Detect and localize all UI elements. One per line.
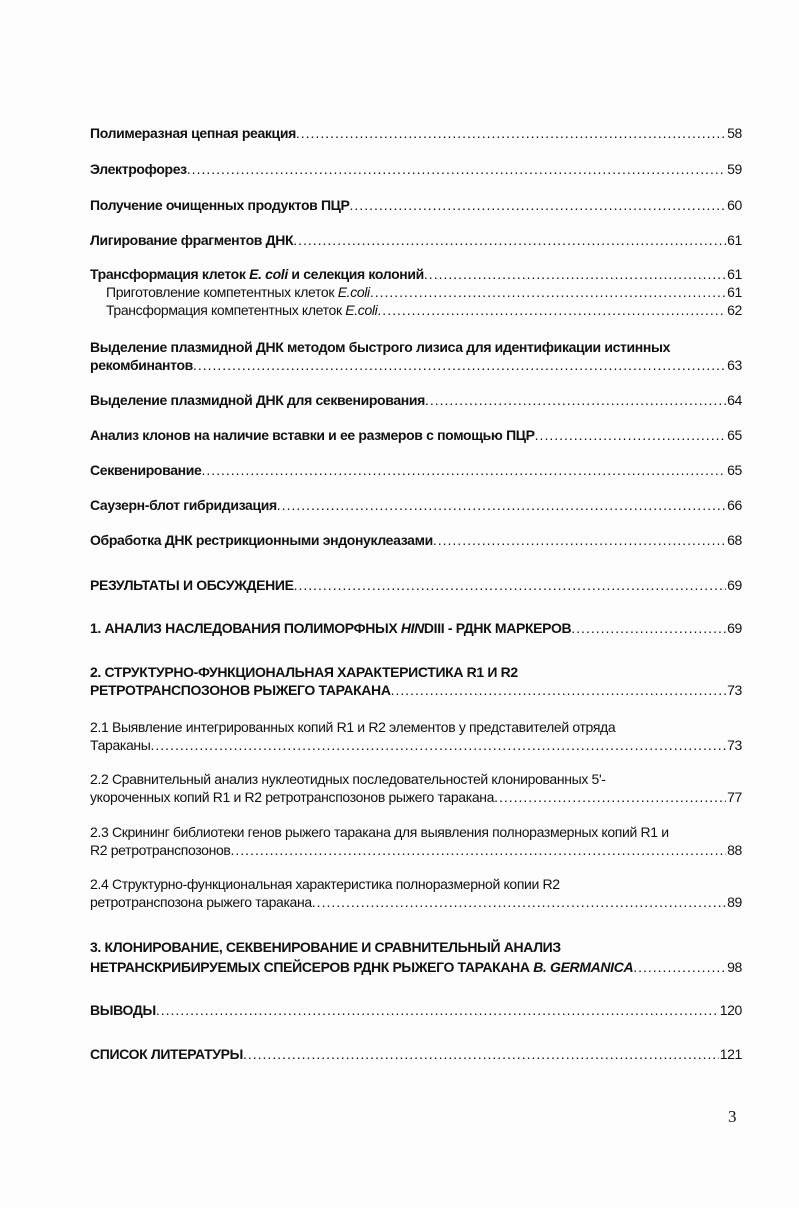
toc-title: СПИСОК ЛИТЕРАТУРЫ — [90, 1046, 243, 1062]
toc-page: 69 — [727, 620, 742, 636]
toc-entry[interactable] — [90, 1001, 742, 1019]
toc-page: 120 — [719, 1002, 742, 1018]
toc-title: укороченных копий R1 и R2 ретротранспозонов рыжего таракана — [90, 789, 495, 805]
title-text: Трансформация клеток — [90, 266, 250, 282]
dot-leader — [231, 841, 727, 859]
toc-title: РЕЗУЛЬТАТЫ И ОБСУЖДЕНИЕ — [90, 577, 294, 593]
title-text: DIII - РДНК МАРКЕРОВ — [423, 620, 572, 636]
toc-title: Тараканы — [90, 737, 151, 753]
dot-leader — [424, 265, 726, 283]
toc-title-line: 2.2 Сравнительный анализ нуклеотидных последовательностей клонированных 5'- — [90, 771, 606, 787]
toc-page: 61 — [727, 232, 742, 248]
toc-page: 60 — [727, 197, 742, 213]
dot-leader — [312, 893, 726, 911]
toc-entry[interactable] — [90, 823, 742, 859]
title-italic: E. coli — [249, 266, 288, 282]
toc-page: 63 — [727, 357, 742, 373]
toc-page: 58 — [727, 125, 742, 141]
toc-page: 98 — [727, 959, 742, 975]
toc-title: Анализ клонов на наличие вставки и ее размеров с помощью ПЦР — [90, 427, 535, 443]
toc-page: 65 — [727, 462, 742, 478]
toc-title — [90, 619, 571, 637]
dot-leader — [201, 461, 726, 479]
toc-page: 121 — [719, 1046, 742, 1062]
dot-leader — [294, 576, 727, 594]
dot-leader — [425, 391, 726, 409]
toc-title-line: 2.3 Скрининг библиотеки генов рыжего таракана для выявления полноразмерных копий R1 и — [90, 824, 669, 840]
toc-title: РЕТРОТРАНСПОЗОНОВ РЫЖЕГО ТАРАКАНА — [90, 682, 391, 698]
toc-title: Электрофорез — [90, 161, 187, 177]
title-text: НЕТРАНСКРИБИРУЕМЫХ СПЕЙСЕРОВ РДНК РЫЖЕГО ТАРАКАНА — [90, 959, 534, 975]
toc-title: Лигирование фрагментов ДНК — [90, 232, 294, 248]
dot-leader — [494, 788, 726, 806]
toc-title — [90, 957, 633, 977]
toc-entry[interactable] — [90, 619, 742, 637]
dot-leader — [156, 1001, 719, 1019]
toc-title: Секвенирование — [90, 462, 202, 478]
toc-entry[interactable] — [90, 663, 742, 699]
toc-title-line: 2.4 Структурно-функциональная характеристика полноразмерной копии R2 — [90, 876, 560, 892]
toc-title: R2 ретротранспозонов — [90, 842, 231, 858]
toc-page: 68 — [727, 532, 742, 548]
toc-title: Получение очищенных продуктов ПЦР — [90, 197, 350, 213]
toc-page: 62 — [727, 302, 742, 318]
toc-title — [106, 283, 370, 301]
toc-entry[interactable] — [90, 576, 742, 594]
title-italic: E.coli — [337, 284, 370, 300]
toc-page: 88 — [727, 842, 742, 858]
toc-entry[interactable] — [90, 770, 742, 806]
toc-page: 65 — [727, 427, 742, 443]
toc-entry[interactable] — [90, 338, 742, 374]
toc-title-line: 3. КЛОНИРОВАНИЕ, СЕКВЕНИРОВАНИЕ И СРАВНИТЕЛЬНЫЙ АНАЛИЗ — [90, 939, 561, 955]
toc-entry[interactable] — [90, 718, 742, 754]
toc-entry[interactable] — [90, 426, 742, 444]
toc-page: 77 — [727, 789, 742, 805]
dot-leader — [377, 301, 726, 319]
dot-leader — [293, 231, 726, 249]
toc-title: рекомбинантов — [90, 357, 193, 373]
toc-title — [90, 265, 424, 283]
toc-title: Обработка ДНК рестрикционными эндонуклеазами — [90, 532, 433, 548]
dot-leader — [151, 736, 727, 754]
toc-page: 64 — [727, 392, 742, 408]
toc-page: 66 — [727, 497, 742, 513]
toc-entry[interactable] — [90, 496, 742, 514]
title-italic: HIN — [400, 620, 424, 636]
page-number: 3 — [728, 1107, 737, 1126]
toc-title: Саузерн-блот гибридизация — [90, 497, 277, 513]
toc-subentry[interactable] — [106, 283, 742, 301]
toc-title-line: 2.1 Выявление интегрированных копий R1 и R2 элементов у представителей отряда — [90, 719, 616, 735]
title-text: и селекция колоний — [287, 266, 424, 282]
dot-leader — [535, 426, 726, 444]
dot-leader — [571, 619, 726, 637]
toc-title-line: 2. СТРУКТУРНО-ФУНКЦИОНАЛЬНАЯ ХАРАКТЕРИСТИКА R1 И R2 — [90, 664, 518, 680]
toc-entry[interactable] — [90, 160, 742, 178]
toc-title: ВЫВОДЫ — [90, 1002, 156, 1018]
dot-leader — [633, 957, 726, 977]
dot-leader — [350, 196, 727, 214]
dot-leader — [193, 356, 726, 374]
dot-leader — [391, 681, 727, 699]
toc-title: ретротранспозона рыжего таракана — [90, 894, 312, 910]
title-italic: B. GERMANICA — [533, 959, 634, 975]
dot-leader — [243, 1045, 719, 1063]
toc-title — [106, 301, 377, 319]
toc-page: 73 — [727, 737, 742, 753]
toc-title: Полимеразная цепная реакция — [90, 125, 296, 141]
toc-entry[interactable] — [90, 937, 742, 977]
toc-title-line: Выделение плазмидной ДНК методом быстрого лизиса для идентификации истинных — [90, 339, 671, 355]
title-italic: E.coli — [345, 302, 378, 318]
toc-page: 73 — [727, 682, 742, 698]
title-text: 1. АНАЛИЗ НАСЛЕДОВАНИЯ ПОЛИМОРФНЫХ — [90, 620, 401, 636]
toc-entry[interactable] — [90, 461, 742, 479]
toc-title: Выделение плазмидной ДНК для секвенирования — [90, 392, 425, 408]
toc-page: 61 — [727, 284, 742, 300]
toc-entry[interactable] — [90, 231, 742, 249]
toc-subentry[interactable] — [106, 301, 742, 319]
toc-page: 89 — [727, 894, 742, 910]
toc-entry[interactable] — [90, 391, 742, 409]
dot-leader — [296, 124, 726, 142]
toc-entry[interactable] — [90, 196, 742, 214]
title-text: Приготовление компетентных клеток — [106, 284, 338, 300]
dot-leader — [433, 531, 726, 549]
title-text: Трансформация компетентных клеток — [106, 302, 346, 318]
toc-entry[interactable] — [90, 1045, 742, 1063]
dot-leader — [370, 283, 726, 301]
toc-entry[interactable] — [90, 265, 742, 283]
toc-page: 61 — [727, 266, 742, 282]
toc-page: 59 — [727, 161, 742, 177]
toc-entry[interactable] — [90, 124, 742, 142]
dot-leader — [187, 160, 726, 178]
toc-page: 69 — [727, 577, 742, 593]
dot-leader — [277, 496, 726, 514]
toc-entry[interactable] — [90, 531, 742, 549]
toc-entry[interactable] — [90, 875, 742, 911]
